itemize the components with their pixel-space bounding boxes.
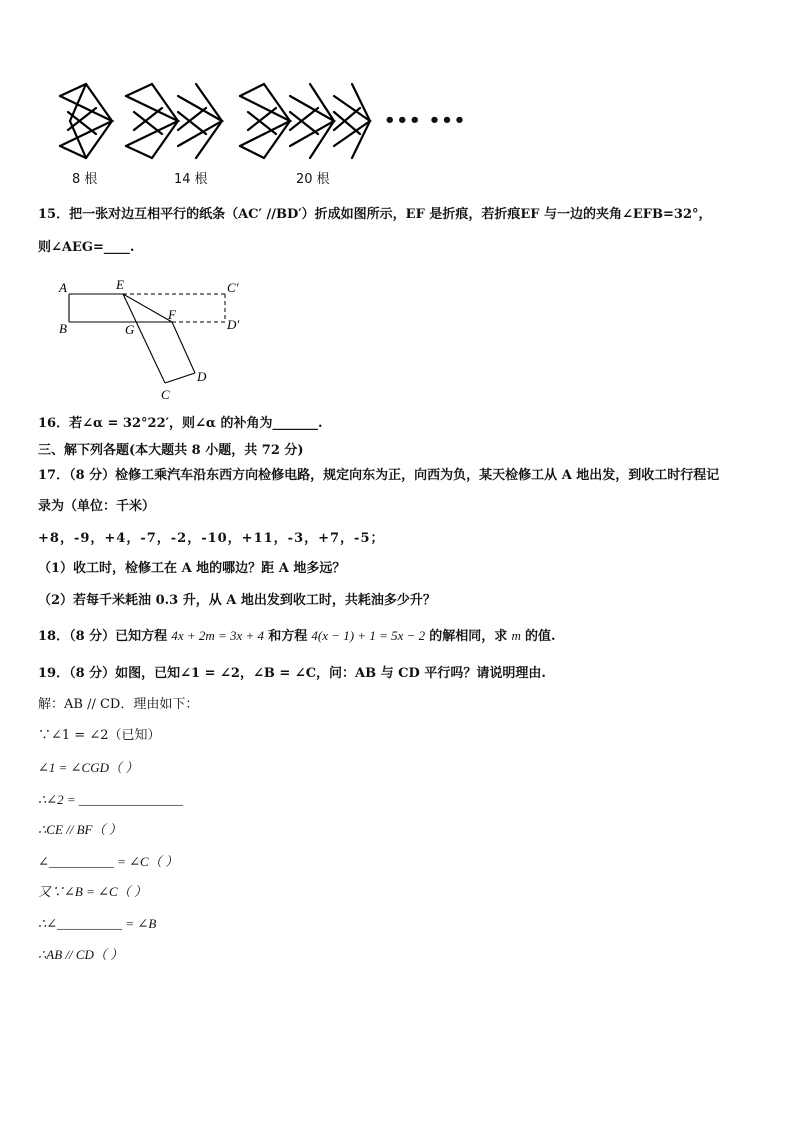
label-C: C: [161, 387, 170, 402]
q18-middle: 和方程: [268, 629, 308, 644]
pattern-ellipsis: ••• •••: [384, 110, 467, 131]
q17-line1: 17．（8 分）检修工乘汽车沿东西方向检修电路，规定向东为正，向西为负，某天检修工从 A 地出发，到收工时行程记: [38, 468, 720, 483]
pattern-8-sticks: [60, 84, 112, 158]
label-D: D: [197, 369, 207, 384]
q19-step-2: ∠1 = ∠CGD（ ）: [38, 760, 139, 775]
q19-step-6: 又∵∠B = ∠C（ ）: [38, 884, 147, 899]
q18-end: 的值.: [524, 629, 556, 644]
q18-prefix: 18．（8 分）已知方程: [38, 629, 168, 644]
pattern-20-sticks: [240, 84, 370, 158]
q17-line2: 录为（单位：千米）: [38, 499, 156, 514]
q18-line: [38, 628, 556, 645]
pattern-label-3: 20 根: [296, 172, 330, 187]
pattern-label-1: 8 根: [72, 172, 98, 187]
q15-line2: 则∠AEG=____.: [38, 240, 135, 255]
q17-sub1: （1）收工时，检修工在 A 地的哪边？距 A 地多远？: [38, 561, 346, 576]
q19-step-8: ∴AB // CD（ ）: [38, 947, 124, 962]
q19-step-3: ∴∠2 = ________________: [38, 792, 183, 807]
q19-step-5: ∠__________ = ∠C（ ）: [38, 854, 178, 869]
q19-step-4: ∴CE // BF（ ）: [38, 822, 122, 837]
q17-sub2: （2）若每千米耗油 0.3 升，从 A 地出发到收工时，共耗油多少升？: [38, 593, 436, 608]
label-B: B: [59, 321, 67, 336]
q19-line1: 19．（8 分）如图，已知∠1 = ∠2，∠B = ∠C，问：AB 与 CD 平行吗？请说明理由.: [38, 666, 546, 681]
q17-data: +8，-9，+4，-7，-2，-10，+11，-3，+7，-5；: [38, 531, 385, 546]
section3-title: 三、解下列各题(本大题共 8 小题，共 72 分): [38, 443, 304, 458]
q18-suffix: 的解相同，求: [429, 629, 508, 644]
pattern-14-sticks: [126, 84, 222, 158]
label-D-prime: D′: [227, 317, 240, 332]
pattern-label-2: 14 根: [174, 172, 208, 187]
q19-step-7: ∴∠__________ = ∠B: [38, 916, 157, 931]
label-C-prime: C′: [227, 280, 239, 295]
q19-step-1: ∵∠1 = ∠2（已知）: [38, 728, 161, 743]
q19-answer-intro: 解：AB // CD．理由如下：: [38, 697, 199, 712]
label-F: F: [168, 307, 176, 322]
q18-eq2: 4(x − 1) + 1 = 5x − 2: [311, 628, 426, 643]
label-A: A: [59, 280, 67, 295]
q18-eq1: 4x + 2m = 3x + 4: [171, 628, 265, 643]
q15-line1: 15．把一张对边互相平行的纸条（AC′ //BD′）折成如图所示，EF 是折痕，若折痕EF 与一边的夹角∠EFB=32°，: [38, 207, 712, 222]
folded-strip-figure: [50, 275, 260, 405]
q18-var: m: [511, 628, 521, 643]
q16-text: 16．若∠α = 32°22′，则∠α 的补角为_______.: [38, 416, 323, 431]
label-E: E: [116, 277, 124, 292]
label-G: G: [125, 322, 135, 337]
